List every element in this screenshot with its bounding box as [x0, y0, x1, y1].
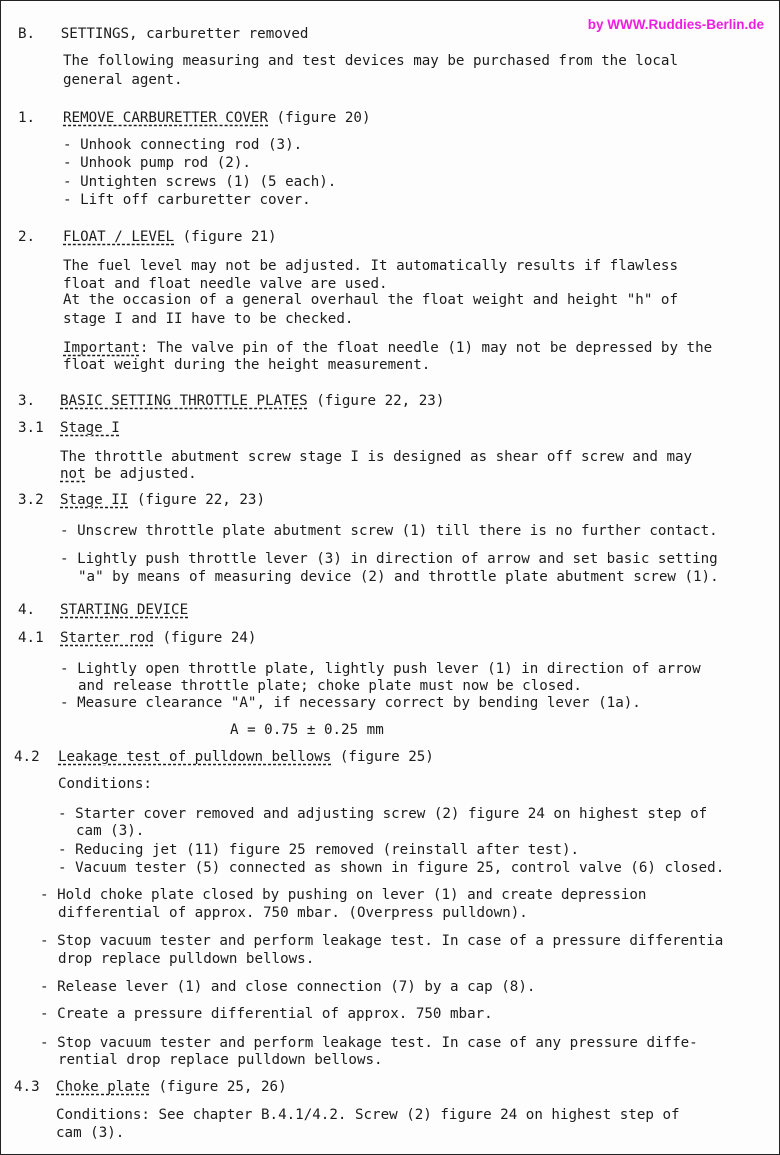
line-text: (figure 25)	[331, 749, 434, 765]
text-line	[60, 630, 256, 647]
text-line	[18, 602, 35, 619]
text-line	[63, 53, 678, 70]
text-line	[58, 1052, 383, 1069]
text-line	[18, 420, 44, 437]
line-text: (figure 24)	[153, 630, 257, 646]
text-line	[58, 749, 434, 766]
text-line	[40, 979, 535, 996]
underlined-heading: Stage II	[60, 492, 129, 508]
text-line	[63, 357, 430, 374]
line-text: - Starter cover removed and adjusting screw (2) figure 24 on highest step of	[58, 806, 708, 822]
line-text: float and float needle valve are used.	[63, 276, 388, 292]
line-text: The throttle abutment screw stage I is designed as shear off screw and may	[60, 449, 693, 465]
line-text: A = 0.75 ± 0.25 mm	[230, 722, 384, 738]
line-text: float weight during the height measurement.	[63, 357, 431, 373]
line-text: (figure 20)	[268, 110, 371, 126]
text-line	[63, 292, 678, 309]
line-text: - Stop vacuum tester and perform leakage test. In case of a pressure differentia	[40, 933, 724, 949]
text-line	[18, 393, 35, 410]
text-line	[60, 466, 197, 483]
line-text: differential of approx. 750 mbar. (Overpress pulldown).	[58, 905, 528, 921]
text-line	[56, 1125, 124, 1142]
line-text: drop replace pulldown bellows.	[58, 951, 315, 967]
text-line	[40, 1035, 698, 1052]
text-line	[63, 229, 277, 246]
line-text: "a" by means of measuring device (2) and throttle plate abutment screw (1).	[78, 569, 719, 585]
text-line	[18, 630, 44, 647]
text-line	[60, 695, 641, 712]
underlined-heading: Important	[63, 340, 140, 356]
underlined-heading: Choke plate	[56, 1079, 150, 1095]
text-line	[58, 860, 724, 877]
line-text: cam (3).	[56, 1125, 125, 1141]
line-text: stage I and II have to be checked.	[63, 311, 354, 327]
text-line	[18, 229, 35, 246]
line-text: Conditions: See chapter B.4.1/4.2. Screw (2) figure 24 on highest step of	[56, 1107, 680, 1123]
underlined-heading: Starter rod	[60, 630, 154, 646]
line-text: 3.1	[18, 420, 44, 436]
line-text: At the occasion of a general overhaul the float weight and height "h" of	[63, 292, 678, 308]
line-text: 1.	[18, 110, 36, 126]
line-text: - Lift off carburetter cover.	[63, 192, 311, 208]
text-line	[58, 842, 579, 859]
text-line	[63, 258, 678, 275]
line-text: 4.2	[14, 749, 40, 765]
line-text: - Untighten screws (1) (5 each).	[63, 174, 337, 190]
text-line	[60, 420, 120, 437]
underlined-heading: Leakage test of pulldown bellows	[58, 749, 332, 765]
text-line	[63, 192, 311, 209]
line-text: general agent.	[63, 72, 183, 88]
text-line	[58, 905, 528, 922]
text-line	[14, 1079, 40, 1096]
text-line	[63, 311, 353, 328]
text-line	[63, 174, 336, 191]
line-text: Conditions:	[58, 776, 152, 792]
line-text: : The valve pin of the float needle (1) may not be depressed by the	[139, 340, 713, 356]
line-text: - Hold choke plate closed by pushing on lever (1) and create depression	[40, 887, 647, 903]
text-line	[60, 661, 701, 678]
text-line	[63, 110, 371, 127]
text-line	[18, 492, 44, 509]
line-text: B. SETTINGS, carburetter removed	[18, 26, 309, 42]
underlined-heading: STARTING DEVICE	[60, 602, 189, 618]
text-line	[63, 276, 388, 293]
watermark: by WWW.Ruddies-Berlin.de	[587, 17, 764, 32]
text-line	[56, 1107, 680, 1124]
underlined-heading: REMOVE CARBURETTER COVER	[63, 110, 268, 126]
line-text: be adjusted.	[85, 466, 197, 482]
line-text: - Lightly open throttle plate, lightly push lever (1) in direction of arrow	[60, 661, 701, 677]
text-line	[60, 492, 265, 509]
line-text: - Measure clearance "A", if necessary correct by bending lever (1a).	[60, 695, 641, 711]
line-text: 3.	[18, 393, 36, 409]
line-text: (figure 22, 23)	[128, 492, 266, 508]
underlined-heading: BASIC SETTING THROTTLE PLATES	[60, 393, 308, 409]
line-text: - Unhook connecting rod (3).	[63, 137, 303, 153]
line-text: (figure 22, 23)	[307, 393, 445, 409]
text-line	[58, 951, 314, 968]
text-line	[60, 523, 718, 540]
text-line	[63, 340, 712, 357]
text-line	[18, 110, 35, 127]
text-line	[63, 155, 251, 172]
text-line	[40, 933, 723, 950]
line-text: 4.3	[14, 1079, 40, 1095]
underlined-heading: FLOAT / LEVEL	[63, 229, 175, 245]
line-text: (figure 21)	[174, 229, 277, 245]
text-line	[56, 1079, 287, 1096]
text-line	[40, 887, 646, 904]
line-text: - Unhook pump rod (2).	[63, 155, 251, 171]
text-line	[60, 393, 444, 410]
line-text: - Lightly push throttle lever (3) in direction of arrow and set basic setting	[60, 551, 718, 567]
line-text: The following measuring and test devices may be purchased from the local	[63, 53, 678, 69]
line-text: - Create a pressure differential of approx. 750 mbar.	[40, 1006, 493, 1022]
text-line	[76, 823, 144, 840]
line-text: - Release lever (1) and close connection (7) by a cap (8).	[40, 979, 536, 995]
text-line	[63, 72, 183, 89]
text-line	[18, 26, 308, 43]
line-text: - Stop vacuum tester and perform leakage test. In case of any pressure diffe-	[40, 1035, 698, 1051]
line-text: 4.1	[18, 630, 44, 646]
line-text: rential drop replace pulldown bellows.	[58, 1052, 383, 1068]
text-line	[60, 449, 692, 466]
text-line	[63, 137, 302, 154]
underlined-heading: Stage I	[60, 420, 120, 436]
text-line	[58, 776, 152, 793]
text-line	[58, 806, 707, 823]
line-text: (figure 25, 26)	[149, 1079, 287, 1095]
line-text: - Unscrew throttle plate abutment screw (1) till there is no further contact.	[60, 523, 718, 539]
line-text: 4.	[18, 602, 36, 618]
text-line	[230, 722, 384, 739]
text-line	[60, 551, 718, 568]
line-text: and release throttle plate; choke plate must now be closed.	[78, 678, 582, 694]
line-text: cam (3).	[76, 823, 145, 839]
text-line	[78, 678, 582, 695]
line-text: - Reducing jet (11) figure 25 removed (reinstall after test).	[58, 842, 580, 858]
text-line	[14, 749, 40, 766]
text-line	[40, 1006, 493, 1023]
text-line	[78, 569, 719, 586]
text-line	[60, 602, 188, 619]
underlined-heading: not	[60, 466, 86, 482]
line-text: - Vacuum tester (5) connected as shown in figure 25, control valve (6) closed.	[58, 860, 725, 876]
line-text: The fuel level may not be adjusted. It automatically results if flawless	[63, 258, 678, 274]
line-text: 3.2	[18, 492, 44, 508]
line-text: 2.	[18, 229, 36, 245]
